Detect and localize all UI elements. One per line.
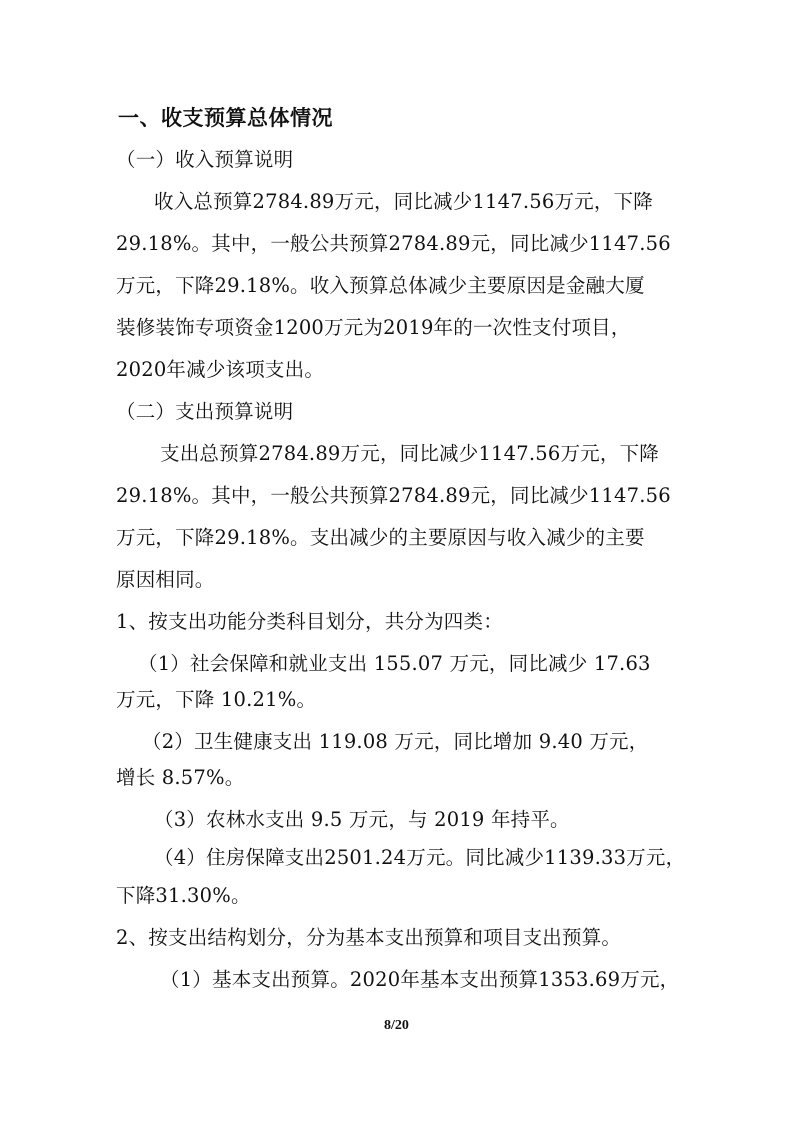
paragraph-line: 29.18%。其中，一般公共预算2784.89元，同比减少1147.56 — [116, 232, 671, 255]
paragraph-line: 收入总预算2784.89万元，同比减少1147.56万元，下降 — [154, 190, 653, 213]
list-item: （1）基本支出预算。2020年基本支出预算1353.69万元， — [160, 968, 680, 991]
list-heading: 2、按支出结构划分，分为基本支出预算和项目支出预算。 — [116, 926, 622, 949]
paragraph-line: 29.18%。其中，一般公共预算2784.89元，同比减少1147.56 — [116, 484, 671, 507]
list-item: （4）住房保障支出2501.24万元。同比减少1139.33万元， — [154, 846, 686, 869]
paragraph-line: 装修装饰专项资金1200万元为2019年的一次性支付项目， — [116, 316, 631, 339]
paragraph-line: 万元，下降29.18%。支出减少的主要原因与收入减少的主要 — [116, 526, 645, 549]
income-subheading: （一）收入预算说明 — [116, 148, 294, 171]
list-item: 增长 8.57%。 — [116, 766, 245, 789]
paragraph-line: 万元，下降29.18%。收入预算总体减少主要原因是金融大厦 — [116, 274, 645, 297]
section-heading: 一、收支预算总体情况 — [118, 106, 333, 130]
list-item: （1）社会保障和就业支出 155.07 万元，同比减少 17.63 — [138, 652, 651, 675]
list-item: 下降31.30%。 — [116, 884, 251, 907]
page-number: 8/20 — [384, 1018, 409, 1033]
paragraph-line: 原因相同。 — [116, 568, 215, 591]
list-item: （3）农林水支出 9.5 万元，与 2019 年持平。 — [154, 808, 570, 831]
list-item: （2）卫生健康支出 119.08 万元，同比增加 9.40 万元， — [142, 730, 649, 753]
list-item: 万元，下降 10.21%。 — [116, 688, 317, 711]
paragraph-line: 2020年减少该项支出。 — [116, 358, 325, 381]
paragraph-line: 支出总预算2784.89万元，同比减少1147.56万元，下降 — [160, 442, 659, 465]
expenditure-subheading: （二）支出预算说明 — [116, 400, 294, 423]
list-heading: 1、按支出功能分类科目划分，共分为四类： — [116, 610, 503, 633]
